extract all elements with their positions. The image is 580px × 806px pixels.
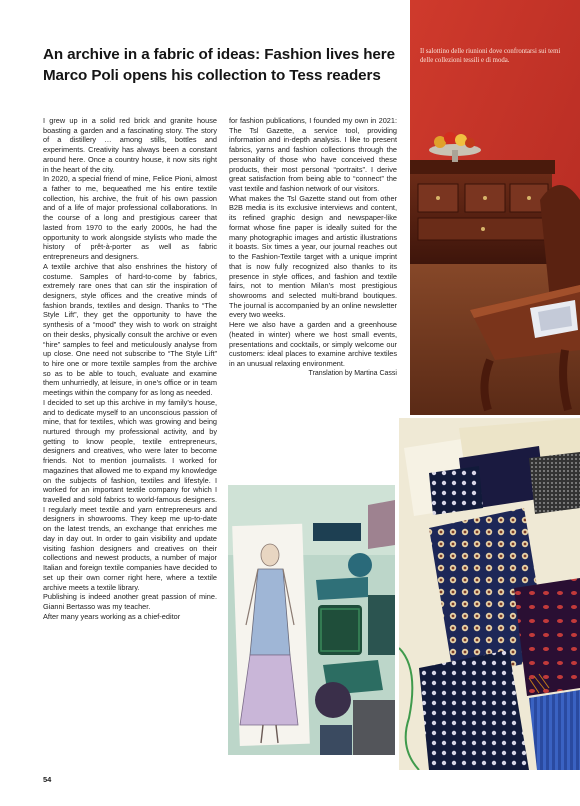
article-column-right <box>229 116 397 378</box>
paragraph: After many years working as a chief-editor <box>43 611 181 621</box>
headline-line-1: An archive in a fabric of ideas: Fashion lives here <box>43 46 395 63</box>
paragraph: I decided to set up this archive in my family’s house, and to dedicate myself to an unconscious passion of mine, that for textiles, which was growing and being nurtured through my professional activity, and by getting to know people, textile entrepreneurs, designers and creatives, who were later to become friends. Not to mention journalists. I worked for magazines that allowed me to expand my knowledge on the subjects of fashion, textiles and lifestyle. I worked for an important textile company for which I travelled and sold fabrics to world-famous designers. I regularly meet textile and yarn entrepreneurs and designers in showrooms. They keep me up-to-date on the latest trends, an exchange that enriches me day in day out. In order to gain visibility and update visiting fashion designers and creatives on their collections and newest products, a number of major Italian and foreign textile companies have decided to set up their own corner right here, where a textile archive meets a textile library. <box>43 397 217 592</box>
paragraph: Publishing is indeed another great passion of mine. Gianni Bertasso was my teacher. <box>43 592 217 611</box>
translation-credit: Translation by Martina Cassi <box>308 369 397 377</box>
paragraph: I grew up in a solid red brick and granite house boasting a garden and a fascinating story. The story of a distillery … among stills, bottles and experiments. Creativity has always been a constant around here. Once a country house, it now sits right in the heart of the city. <box>43 116 217 174</box>
article-headline <box>43 44 398 86</box>
paragraph: What makes the Tsl Gazette stand out from other B2B media is its exclusive interviews and content, its refined graphic design and newspaper-like format whose fine paper is ideally suited for the many photographic images and artistic illustrations it boasts. Six times a year, our journal reaches out to the Fashion-Textile target with a unique imprint that is now fully recognized also thanks to its presence in style offices, and fashion and textile fairs, not to mention Milan’s most prestigious showrooms and selected multi-brand boutiques. The journal is accompanied by an online newsletter every two weeks. <box>229 193 397 320</box>
fabric-samples-photo <box>399 418 580 770</box>
page-number: 54 <box>43 775 52 784</box>
article-column-left <box>43 116 217 621</box>
paragraph: In 2020, a special friend of mine, Felice Pioni, almost a father to me, bequeathed me his entire textile collection, his archive, the fruit of his own passion and of a life of major professional collaborations. In the course of a long and prestigious career that lasted from 1970 to the early 2000s, he had the opportunity to work alongside stylists who made the history of prêt-à-porter as well as fabric entrepreneurs and designers. <box>43 174 217 262</box>
paragraph: Here we also have a garden and a greenhouse (heated in winter) where we host small events, presentations and cocktails, or simply welcome our customers: ideal places to examine archive textiles in an unusual relaxing environment. <box>229 320 397 368</box>
paragraph: for fashion publications, I founded my own in 2021: The Tsl Gazette, a service tool, providing information and in-depth analysis. I like to present fabrics, yarns and fashion collections through the personality of those who have conceived these products, their most personal “portraits”. I derive great satisfaction from being able to “connect” the vast textile and fashion network of our visitors. <box>229 116 397 194</box>
headline-line-2: Marco Poli opens his collection to Tess readers <box>43 67 381 84</box>
photo-caption: Il salottino delle riunioni dove confrontarsi sui temi delle collezioni tessili e di moda. <box>420 48 561 65</box>
paragraph: A textile archive that also enshrines the history of costume. Samples of hard-to-come by fabrics, extremely rare ones that can stir the inspiration of designers, style offices and the creative minds of fashion brands, textiles and design. Thanks to “The Style Lift”, they get the opportunity to have the synthesis of a “mood” they wish to work on straight on their desks, physically consult the archive or even “hire” samples to feel and meticulously analyse from up close. One need not subscribe to “The Style Lift” to hire one or more textile samples from the archive so as to be able to touch, evaluate and examine them unhurriedly, at leisure, in one’s office or in team meetings within the company for as long as needed. <box>43 261 217 398</box>
fashion-sketch-photo <box>228 485 395 755</box>
